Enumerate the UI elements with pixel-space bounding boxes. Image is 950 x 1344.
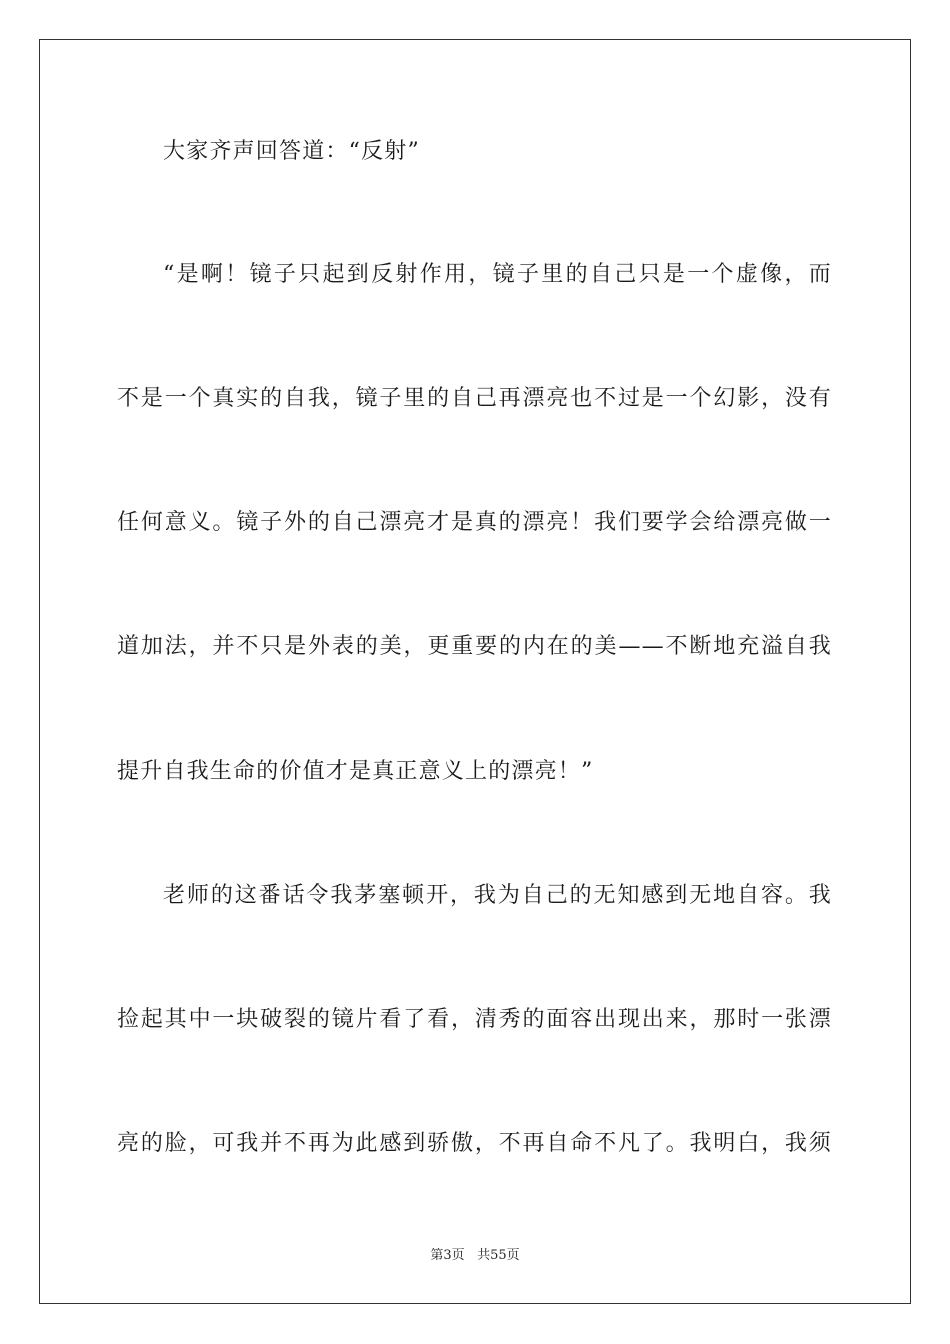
page-number: 第3页	[430, 1248, 465, 1263]
page-footer	[0, 1247, 950, 1265]
paragraph-line: 老师的这番话令我茅塞顿开，我为自己的无知感到无地自容。我	[163, 883, 832, 908]
paragraph-line: 提升自我生命的价值才是真正意义上的漂亮！”	[117, 759, 594, 784]
paragraph-line: 亮的脸，可我并不再为此感到骄傲，不再自命不凡了。我明白，我须	[117, 1131, 832, 1156]
paragraph-line: 道加法，并不只是外表的美，更重要的内在的美——不断地充溢自我	[117, 634, 832, 659]
paragraph-line: 任何意义。镜子外的自己漂亮才是真的漂亮！我们要学会给漂亮做一	[117, 510, 832, 535]
total-pages: 共55页	[477, 1248, 520, 1263]
paragraph-line: 不是一个真实的自我，镜子里的自己再漂亮也不过是一个幻影，没有	[117, 386, 832, 411]
paragraph-line: 捡起其中一块破裂的镜片看了看，清秀的面容出现出来，那时一张漂	[117, 1007, 832, 1032]
paragraph-line: “是啊！镜子只起到反射作用，镜子里的自己只是一个虚像，而	[163, 262, 832, 287]
page-border	[39, 39, 911, 1304]
paragraph-line: 大家齐声回答道：“反射”	[163, 139, 420, 164]
